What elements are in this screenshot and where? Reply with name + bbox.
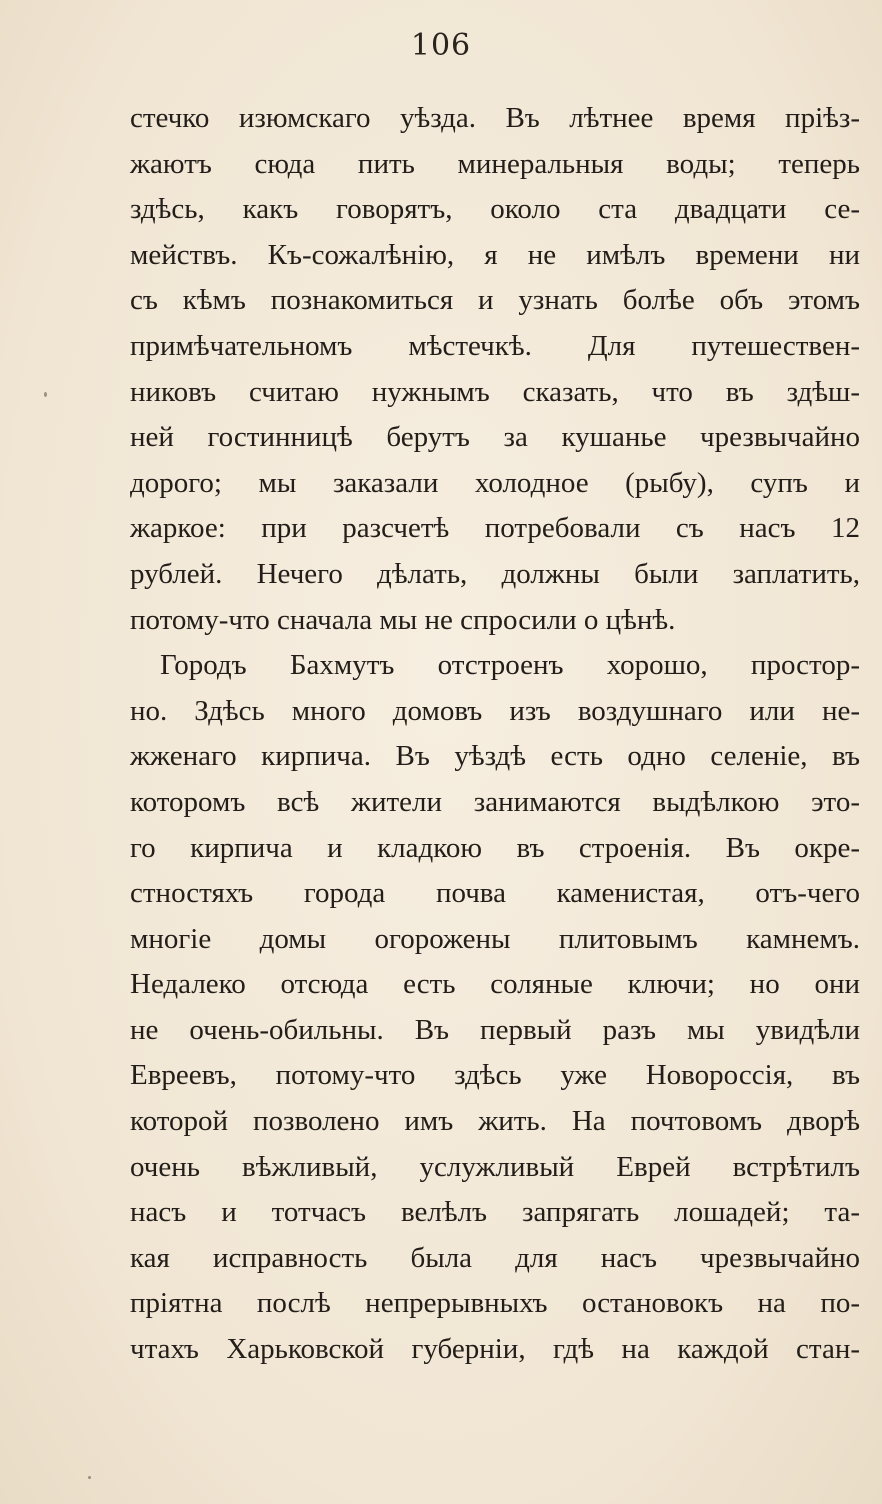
text-line: го кирпича и кладкою въ строенія. Въ окре- xyxy=(130,831,860,864)
text-line: съ кѣмъ познакомиться и узнать болѣе объ этомъ xyxy=(130,284,860,317)
page-number: 106 xyxy=(410,28,472,63)
text-line: не очень-обильны. Въ первый разъ мы увидѣли xyxy=(130,1013,860,1046)
text-line: очень вѣжливый, услужливый Еврей встрѣтилъ xyxy=(130,1150,860,1183)
text-line: Городъ Бахмутъ отстроенъ хорошо, простор- xyxy=(160,649,860,682)
text-line: здѣсь, какъ говорятъ, около ста двадцати се- xyxy=(130,193,860,226)
text-line: дорого; мы заказали холодное (рыбу), супъ и xyxy=(130,466,860,499)
text-line: которомъ всѣ жители занимаются выдѣлкою это- xyxy=(130,785,860,818)
text-line: чтахъ Харьковской губерніи, гдѣ на каждой стан- xyxy=(130,1333,860,1366)
text-line: потому-что сначала мы не спросили о цѣнѣ. xyxy=(130,603,676,636)
text-line: жженаго кирпича. Въ уѣздѣ есть одно селеніе, въ xyxy=(130,740,860,773)
text-line: стностяхъ города почва каменистая, отъ-чего xyxy=(130,877,860,910)
text-line: стечко изюмскаго уѣзда. Въ лѣтнее время пріѣз- xyxy=(130,102,860,134)
text-line: многіе домы огорожены плитовымъ камнемъ. xyxy=(130,922,860,955)
text-line: ней гостинницѣ берутъ за кушанье чрезвычайно xyxy=(130,421,860,454)
text-line: никовъ считаю нужнымъ сказать, что въ здѣш- xyxy=(130,375,860,408)
text-line: Недалеко отсюда есть соляные ключи; но они xyxy=(130,968,860,1001)
text-line: которой позволено имъ жить. На почтовомъ дворѣ xyxy=(130,1105,860,1138)
text-line: примѣчательномъ мѣстечкѣ. Для путешествен- xyxy=(130,329,860,362)
text-line: Евреевъ, потому-что здѣсь уже Новороссія, въ xyxy=(130,1059,860,1092)
text-line: пріятна послѣ непрерывныхъ остановокъ на по- xyxy=(130,1287,860,1320)
text-line: насъ и тотчасъ велѣлъ запрягать лошадей; та- xyxy=(130,1196,860,1229)
text-line: рублей. Нечего дѣлать, должны были заплатить, xyxy=(130,557,860,590)
text-line: мействъ. Къ-сожалѣнію, я не имѣлъ времени ни xyxy=(130,238,860,271)
text-line: но. Здѣсь много домовъ изъ воздушнаго или не- xyxy=(130,694,860,727)
body-text xyxy=(130,96,860,1373)
text-line: жаркое: при разсчетѣ потребовали съ насъ 12 xyxy=(130,512,860,545)
paper-speck xyxy=(44,392,47,397)
paper-speck xyxy=(88,1476,91,1479)
text-line: жаютъ сюда пить минеральныя воды; теперь xyxy=(130,147,860,180)
text-line: кая исправность была для насъ чрезвычайно xyxy=(130,1241,860,1274)
